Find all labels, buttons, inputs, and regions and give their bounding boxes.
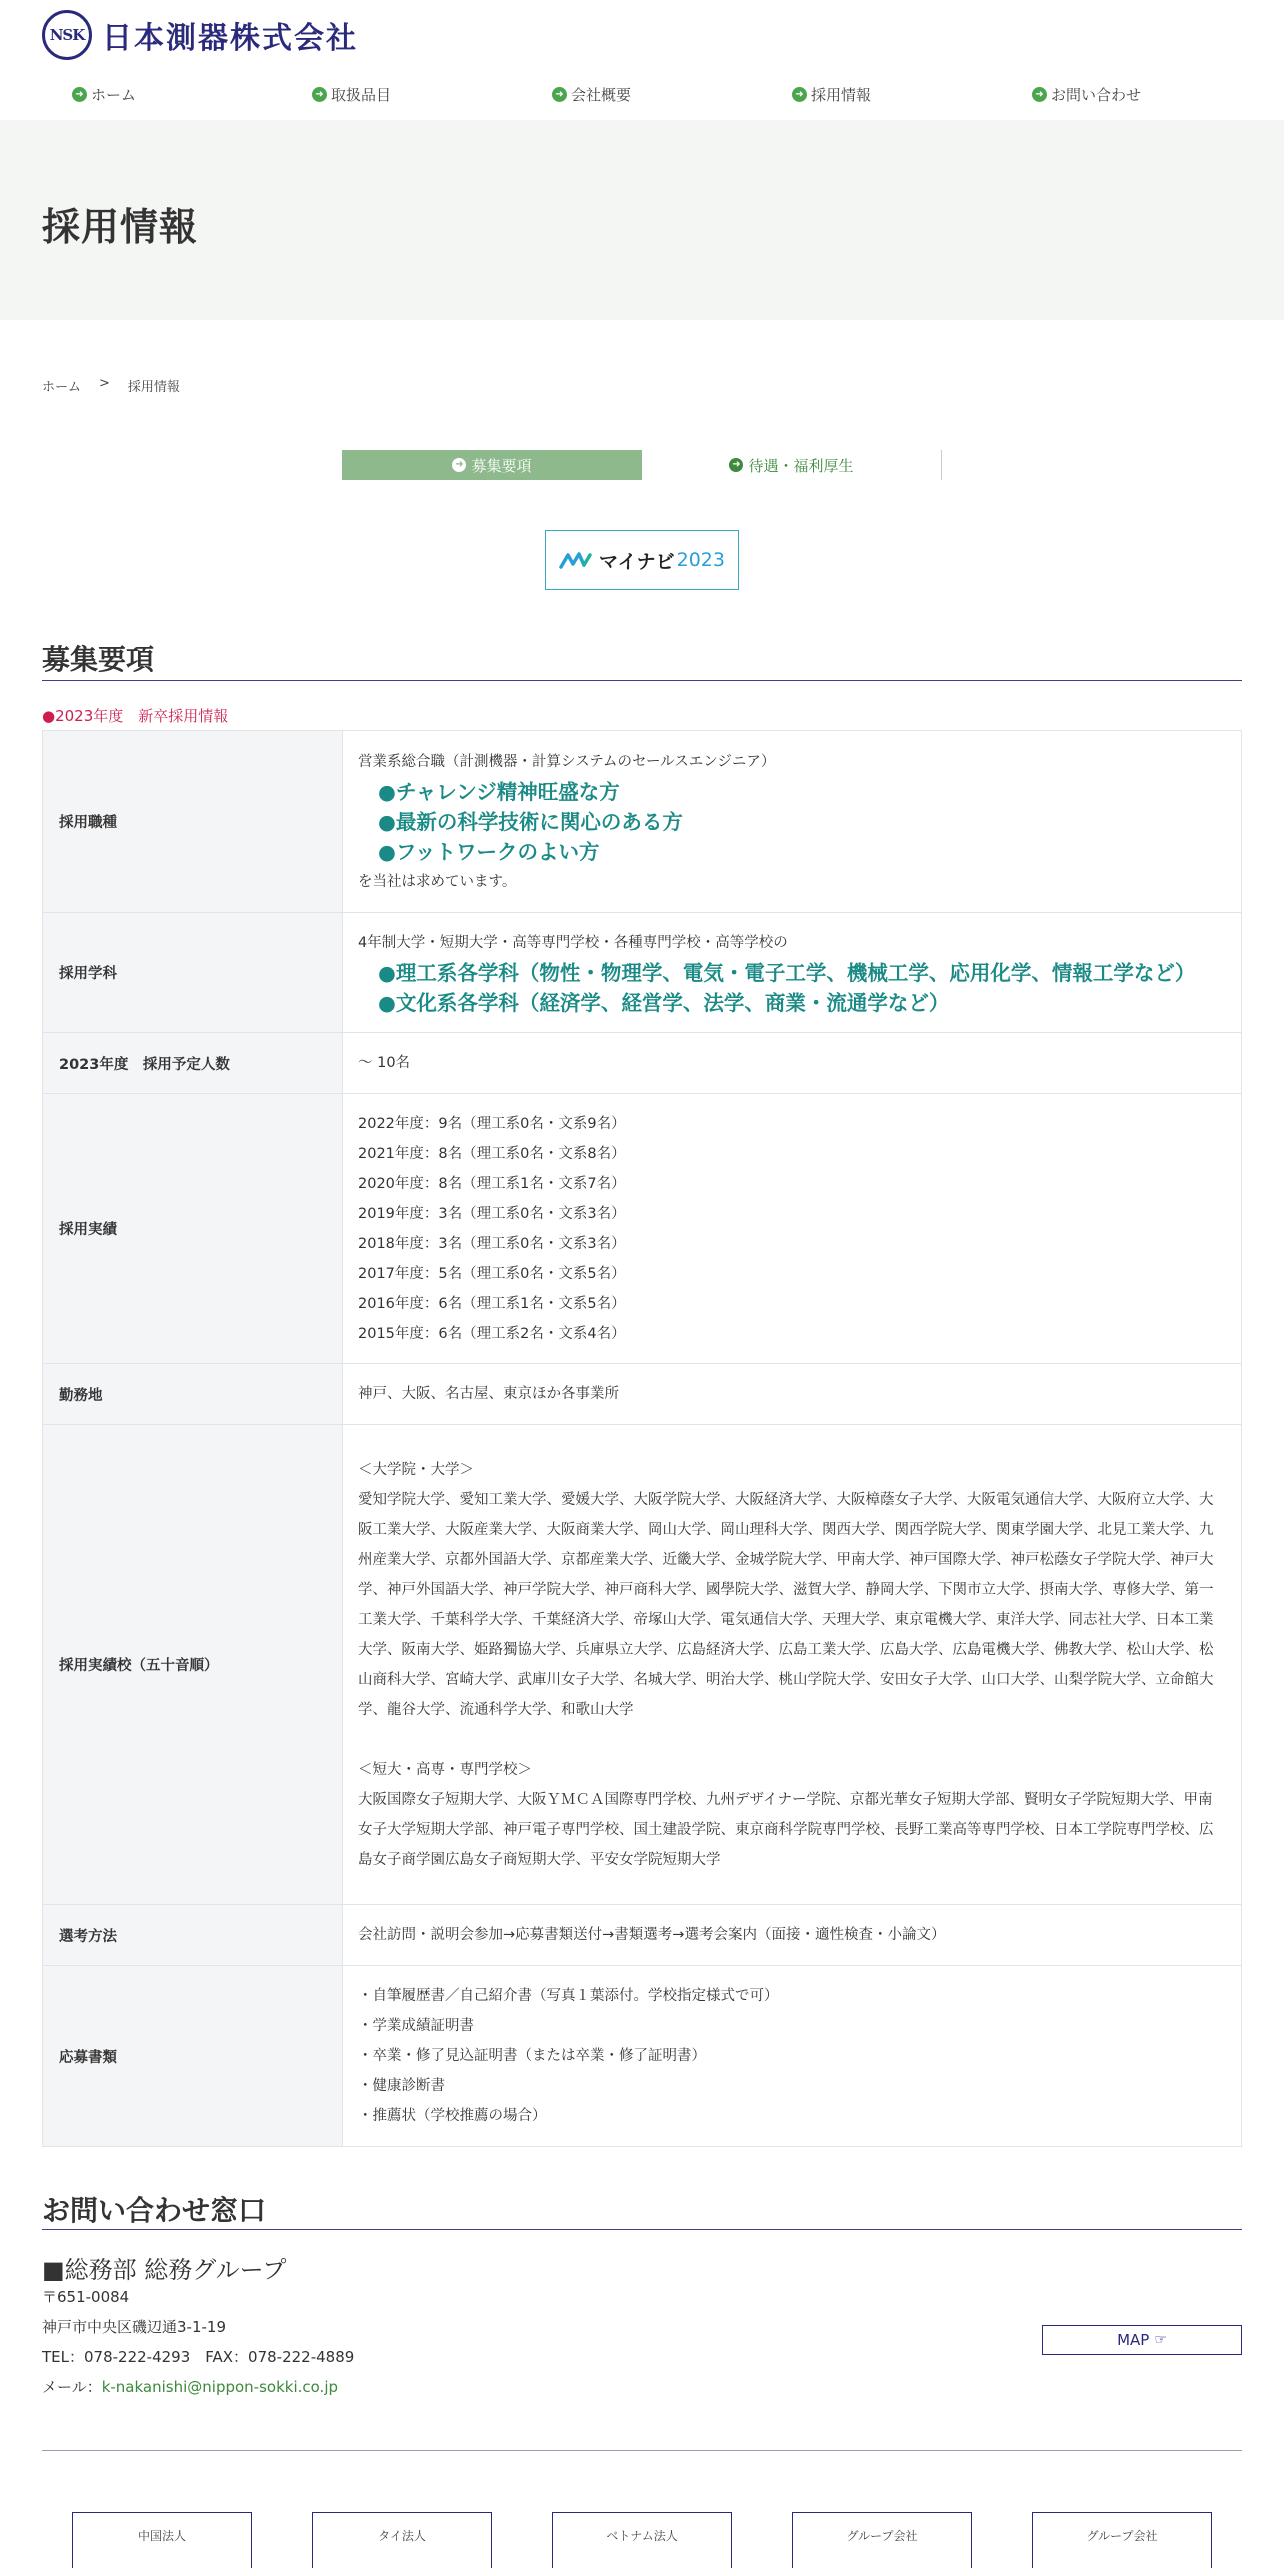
dept-point: ●文化系各学科（経済学、経営学、法学、商業・流通学など） — [378, 990, 950, 1015]
table-row — [43, 1966, 1242, 2147]
mynavi-logo-icon — [559, 549, 595, 571]
breadcrumb-home[interactable]: ホーム — [42, 380, 82, 395]
hand-pointing-icon: ☞ — [1154, 2332, 1167, 2348]
row-label: 2023年度 採用予定人数 — [43, 1033, 343, 1094]
nav-item-home[interactable] — [72, 80, 136, 108]
nav-item-company[interactable] — [552, 80, 631, 108]
contact-address: 神戸市中央区磯辺通3-1-19 — [42, 2318, 226, 2336]
tab-benefits[interactable] — [642, 450, 942, 480]
table-row — [43, 1425, 1242, 1905]
main-nav — [0, 80, 1284, 108]
arrow-circle-icon: ➜ — [792, 87, 807, 102]
footer-link-thailand[interactable]: タイ法人 — [312, 2512, 492, 2568]
job-point: ●フットワークのよい方 — [378, 839, 600, 864]
record-line: 2016年度：6名（理工系1名・文系5名） — [358, 1295, 626, 1312]
docs-line: ・卒業・修了見込証明書（または卒業・修了証明書） — [358, 2048, 706, 2064]
contact-department: ■総務部 総務グループ — [42, 2256, 287, 2284]
arrow-circle-icon: ➜ — [1032, 87, 1047, 102]
banner-name: マイナビ — [599, 550, 675, 573]
job-outro: を当社は求めています。 — [358, 873, 517, 890]
nav-label: 会社概要 — [571, 85, 632, 104]
section-title-recruit: 募集要項 — [42, 645, 1242, 681]
arrow-circle-icon: ➜ — [552, 87, 567, 102]
footer-link-group-1[interactable]: グループ会社 — [792, 2512, 972, 2568]
map-button[interactable] — [1042, 2325, 1242, 2355]
logo-text: 日本測器株式会社 — [102, 21, 358, 56]
table-row — [43, 1033, 1242, 1094]
tab-label: 募集要項 — [471, 456, 532, 475]
docs-line: ・推薦状（学校推薦の場合） — [358, 2108, 547, 2124]
docs-line: ・健康診断書 — [358, 2078, 445, 2094]
docs-line: ・学業成績証明書 — [358, 2018, 474, 2034]
breadcrumb-separator: > — [99, 376, 110, 391]
schools-univ-list: 愛知学院大学、愛知工業大学、愛媛大学、大阪学院大学、大阪経済大学、大阪樟蔭女子大学、大阪電気通信大学、大阪府立大学、大阪工業大学、大阪産業大学、大阪商業大学、岡山大学、岡山理科大学、関西大学、関西学院大学、関東学園大学、北見工業大学、九州産業大学、京都外国語大学、京都産業大学、近畿大学、金城学院大学、甲南大学、神戸国際大学、神戸松蔭女子学院大学、神戸大学、神戸外国語大学、神戸学院大学、神戸商科大学、國學院大学、滋賀大学、静岡大学、下関市立大学、摂南大学、専修大学、第一工業大学、千葉科学大学、千葉経済大学、帝塚山大学、電気通信大学、天理大学、東京電機大学、東洋大学、同志社大学、日本工業大学、阪南大学、姫路獨協大学、兵庫県立大学、広島経済大学、広島工業大学、広島大学、広島電機大学、佛教大学、松山大学、松山商科大学、宮崎大学、武庫川女子大学、名城大学、明治大学、桃山学院大学、安田女子大学、山口大学、山梨学院大学、立命館大学、龍谷大学、流通科学大学、和歌山大学 — [358, 1491, 1214, 1718]
table-row — [43, 913, 1242, 1033]
row-value — [343, 1966, 1242, 2147]
nav-label: 採用情報 — [811, 85, 872, 104]
record-line: 2017年度：5名（理工系0名・文系5名） — [358, 1265, 626, 1282]
job-point: ●最新の科学技術に関心のある方 — [378, 809, 683, 834]
breadcrumb-current: 採用情報 — [127, 380, 180, 395]
breadcrumb — [42, 376, 180, 395]
arrow-circle-icon: ➜ — [729, 458, 743, 472]
page-title: 採用情報 — [42, 205, 199, 249]
footer-divider — [42, 2450, 1242, 2451]
row-label: 選考方法 — [43, 1905, 343, 1966]
schools-college-list: 大阪国際女子短期大学、大阪ＹＭＣＡ国際専門学校、九州デザイナー学院、京都光華女子短期大学部、賢明女子学院短期大学、甲南女子大学短期大学部、神戸電子専門学校、国土建設学院、東京商科学院専門学校、長野工業高等専門学校、日本工学院専門学校、広島女子商学園広島女子商短期大学、平安女学院短期大学 — [358, 1791, 1214, 1868]
row-value: 〜 10名 — [343, 1033, 1242, 1094]
record-line: 2022年度：9名（理工系0名・文系9名） — [358, 1115, 626, 1132]
row-value — [343, 731, 1242, 913]
row-label: 応募書類 — [43, 1966, 343, 2147]
row-label: 採用実績校（五十音順） — [43, 1425, 343, 1905]
docs-line: ・自筆履歴書／自己紹介書（写真１葉添付。学校指定様式で可） — [358, 1988, 779, 2004]
record-line: 2020年度：8名（理工系1名・文系7名） — [358, 1175, 626, 1192]
company-logo[interactable] — [42, 10, 358, 60]
nav-label: お問い合わせ — [1051, 85, 1142, 104]
arrow-circle-icon: ➜ — [72, 87, 87, 102]
row-label: 採用学科 — [43, 913, 343, 1033]
requirements-table — [42, 730, 1242, 2147]
row-value — [343, 1094, 1242, 1364]
row-value — [343, 913, 1242, 1033]
nav-item-recruit[interactable] — [792, 80, 871, 108]
section-title-contact: お問い合わせ窓口 — [42, 2196, 1242, 2230]
contact-mail-row — [42, 2376, 338, 2397]
schools-univ-heading: ＜大学院・大学＞ — [358, 1461, 474, 1478]
job-intro: 営業系総合職（計測機器・計算システムのセールスエンジニア） — [358, 753, 776, 770]
tab-label: 待遇・福利厚生 — [748, 456, 854, 475]
nav-label: 取扱品目 — [331, 85, 392, 104]
dept-intro: 4年制大学・短期大学・高等専門学校・各種専門学校・高等学校の — [358, 934, 788, 951]
map-label: MAP — [1117, 2331, 1150, 2349]
recruit-year-note: ●2023年度 新卒採用情報 — [42, 707, 229, 725]
table-row — [43, 1905, 1242, 1966]
row-label: 勤務地 — [43, 1364, 343, 1425]
mail-label: メール： — [42, 2378, 102, 2396]
record-line: 2019年度：3名（理工系0名・文系3名） — [358, 1205, 626, 1222]
spacer — [358, 1725, 1226, 1755]
nav-label: ホーム — [91, 85, 137, 104]
site-header — [0, 0, 1284, 120]
table-row — [43, 1364, 1242, 1425]
banner-year: 2023 — [676, 549, 725, 571]
tab-requirements[interactable] — [342, 450, 642, 480]
mynavi-banner[interactable] — [545, 530, 739, 590]
recruit-tabs — [342, 450, 942, 480]
record-line: 2018年度：3名（理工系0名・文系3名） — [358, 1235, 626, 1252]
contact-tel-fax: TEL：078-222-4293 FAX：078-222-4889 — [42, 2348, 355, 2366]
arrow-circle-icon: ➜ — [452, 458, 466, 472]
row-label: 採用実績 — [43, 1094, 343, 1364]
footer-link-vietnam[interactable]: ベトナム法人 — [552, 2512, 732, 2568]
schools-college-heading: ＜短大・高専・専門学校＞ — [358, 1761, 532, 1778]
row-label: 採用職種 — [43, 731, 343, 913]
table-row — [43, 1094, 1242, 1364]
record-line: 2015年度：6名（理工系2名・文系4名） — [358, 1325, 626, 1342]
record-line: 2021年度：8名（理工系0名・文系8名） — [358, 1145, 626, 1162]
footer-link-china[interactable]: 中国法人 — [72, 2512, 252, 2568]
job-point: ●チャレンジ精神旺盛な方 — [378, 779, 620, 804]
mail-link[interactable]: k-nakanishi@nippon-sokki.co.jp — [101, 2378, 339, 2396]
table-row — [43, 731, 1242, 913]
row-value — [343, 1425, 1242, 1905]
nav-item-contact[interactable] — [1032, 80, 1141, 108]
nav-item-products[interactable] — [312, 80, 391, 108]
row-value: 会社訪問・説明会参加→応募書類送付→書類選考→選考会案内（面接・適性検査・小論文） — [343, 1905, 1242, 1966]
row-value: 神戸、大阪、名古屋、東京ほか各事業所 — [343, 1364, 1242, 1425]
dept-point: ●理工系各学科（物性・物理学、電気・電子工学、機械工学、応用化学、情報工学など） — [378, 960, 1196, 985]
footer-link-group-2[interactable]: グループ会社 — [1032, 2512, 1212, 2568]
logo-mark: NSK — [42, 10, 92, 60]
page-hero — [0, 120, 1284, 320]
arrow-circle-icon: ➜ — [312, 87, 327, 102]
contact-zip: 〒651-0084 — [42, 2288, 130, 2306]
